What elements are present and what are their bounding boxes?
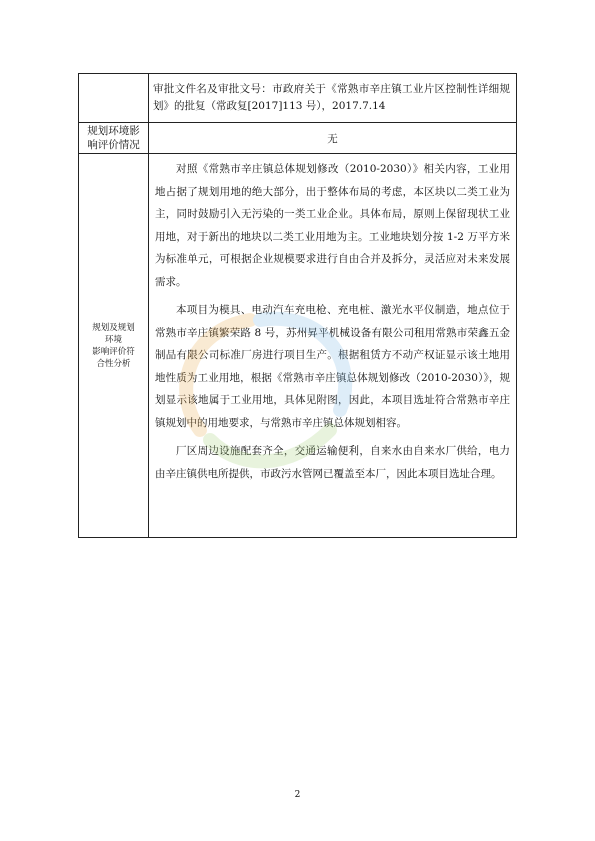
eia-label-cell — [79, 123, 149, 154]
analysis-label-line4: 合性分析 — [96, 358, 131, 369]
analysis-label-line3: 影响评价符 — [92, 346, 135, 357]
document-table — [78, 73, 517, 538]
approval-text: 审批文件名及审批文号：市政府关于《常熟市辛庄镇工业片区控制性详细规划》的批复（常政复[2017]113 号），2017.7.14 — [153, 83, 510, 112]
eia-label-line2: 响评价情况 — [87, 139, 140, 151]
eia-label-line1: 规划环境影 — [87, 125, 140, 137]
analysis-content-cell — [149, 154, 517, 538]
analysis-paragraph-1: 对照《常熟市辛庄镇总体规划修改（2010-2030）》相关内容，工业用地占据了规划用地的绝大部分，出于整体布局的考虑，本区块以二类工业为主，同时鼓励引入无污染的一类工业企业。具体布局，原则上保留现状工业用地，对于新出的地块以二类工业用地为主。工业地块划分按 1-2 万平方米为标准单元，可根据企业规模要求进行自由合并及拆分，灵活应对未来发展需求。 — [155, 163, 510, 288]
approval-cell — [149, 74, 517, 123]
analysis-label-line2: 环境 — [104, 334, 122, 345]
analysis-paragraph-3: 厂区周边设施配套齐全，交通运输便利，自来水由自来水厂供给，电力由辛庄镇供电所提供，市政污水管网已覆盖至本厂，因此本项目选址合理。 — [155, 445, 510, 480]
analysis-label-cell — [79, 154, 149, 538]
analysis-label-line1: 规划及规划 — [92, 322, 135, 333]
eia-row — [79, 123, 517, 154]
eia-value: 无 — [149, 123, 517, 154]
approval-label-cell — [79, 74, 149, 123]
page-number: 2 — [294, 790, 301, 800]
analysis-row — [79, 154, 517, 538]
analysis-paragraph-2: 本项目为模具、电动汽车充电枪、充电桩、激光水平仪制造，地点位于常熟市辛庄镇繁荣路 8 号，苏州昇平机械设备有限公司租用常熟市荣鑫五金制品有限公司标准厂房进行项目生产。根据租赁方不动产权证显示该土地用地性质为工业用地，根据《常熟市辛庄镇总体规划修改（2010-2030）》，规划显示该地属于工业用地，具体见附图，因此，本项目选址符合常熟市辛庄镇规划中的用地要求，与常熟市辛庄镇总体规划相容。 — [155, 304, 510, 429]
approval-row — [79, 74, 517, 123]
